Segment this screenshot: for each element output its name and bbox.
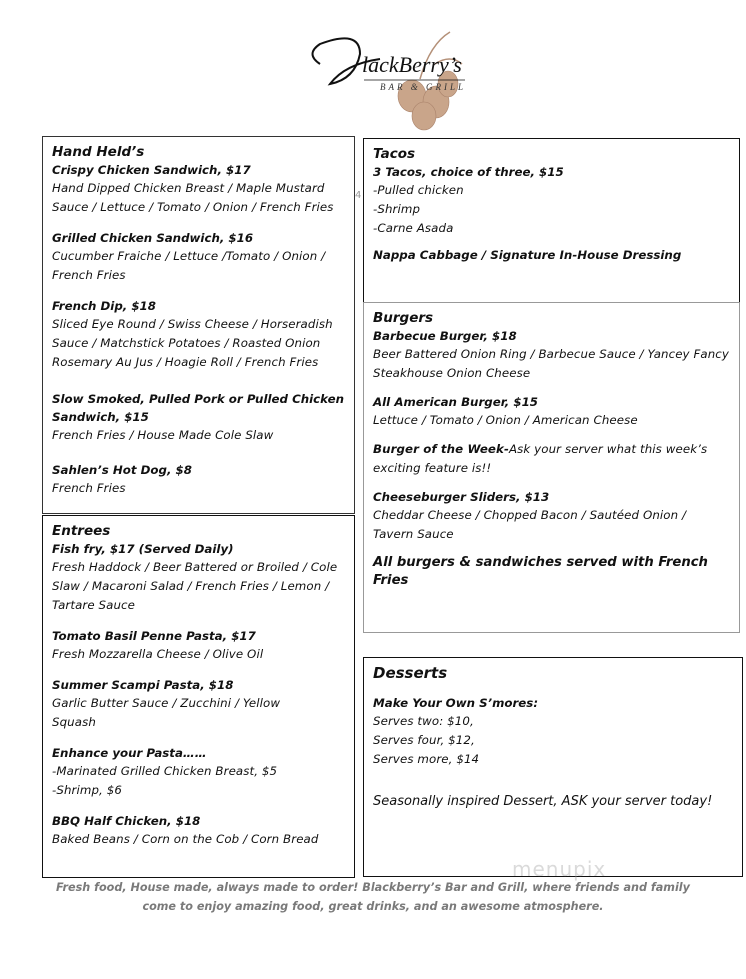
desserts-section bbox=[363, 657, 743, 877]
svg-text:BAR & GRILL: BAR & GRILL bbox=[380, 82, 466, 92]
item-description-line: Lettuce / Tomato / Onion / American Cheese bbox=[373, 413, 638, 427]
burgers-section bbox=[363, 302, 740, 633]
item-description-line: -Marinated Grilled Chicken Breast, $5 bbox=[52, 764, 278, 778]
section-note: Nappa Cabbage / Signature In-House Dressing bbox=[373, 248, 682, 262]
item-name: Fish fry, $17 (Served Daily) bbox=[52, 542, 234, 556]
item-name: Burger of the Week- bbox=[373, 442, 509, 456]
item-description-line: -Pulled chicken bbox=[373, 183, 464, 197]
menu-item bbox=[373, 440, 730, 478]
item-name: Sahlen’s Hot Dog, $8 bbox=[52, 463, 192, 477]
item-description-line: -Shrimp bbox=[373, 202, 421, 216]
item-name: BBQ Half Chicken, $18 bbox=[52, 814, 201, 828]
section-title: Burgers bbox=[373, 310, 434, 326]
item-name: Slow Smoked, Pulled Pork or Pulled Chicken Sandwich, $15 bbox=[52, 392, 344, 424]
item-name: Crispy Chicken Sandwich, $17 bbox=[52, 163, 251, 177]
item-description-line: Tartare Sauce bbox=[52, 598, 135, 612]
item-description-line: -Shrimp, $6 bbox=[52, 783, 122, 797]
item-description-line: Slaw / Macaroni Salad / French Fries / Lemon / bbox=[52, 579, 330, 593]
menu-item bbox=[52, 161, 345, 217]
entrees-section bbox=[42, 515, 355, 878]
item-name: Enhance your Pasta…… bbox=[52, 746, 207, 760]
item-name: Summer Scampi Pasta, $18 bbox=[52, 678, 234, 692]
menu-item bbox=[373, 393, 730, 430]
menu-item bbox=[373, 327, 730, 383]
item-description-line: Serves more, $14 bbox=[373, 752, 480, 766]
menu-item bbox=[373, 163, 730, 238]
item-description-line: Rosemary Au Jus / Hoagie Roll / French Fries bbox=[52, 355, 319, 369]
item-description-line: Beer Battered Onion Ring / Barbecue Sauce / Yancey Fancy bbox=[373, 347, 729, 361]
item-description-line: French Fries / House Made Cole Slaw bbox=[52, 428, 274, 442]
item-description-text: Ask your server what this week’s bbox=[508, 442, 708, 456]
section-title: Entrees bbox=[52, 523, 111, 539]
item-name: 3 Tacos, choice of three, $15 bbox=[373, 165, 564, 179]
item-description-line: Sauce / Matchstick Potatoes / Roasted Onion bbox=[52, 336, 321, 350]
blackberrys-logo bbox=[300, 24, 480, 134]
item-description-line: Steakhouse Onion Cheese bbox=[373, 366, 531, 380]
item-description-line: Baked Beans / Corn on the Cob / Corn Bread bbox=[52, 832, 319, 846]
item-name: Grilled Chicken Sandwich, $16 bbox=[52, 231, 254, 245]
item-description-line: Serves four, $12, bbox=[373, 733, 475, 747]
section-note: All burgers & sandwiches served with French Fries bbox=[373, 555, 708, 588]
section-title: Desserts bbox=[373, 664, 448, 682]
blackberry-logo-graphic bbox=[300, 24, 480, 134]
menu-item bbox=[52, 744, 345, 800]
menu-item bbox=[52, 461, 345, 498]
menu-item bbox=[52, 229, 345, 285]
menu-item bbox=[373, 488, 730, 544]
menu-item bbox=[52, 540, 345, 615]
menu-item bbox=[52, 676, 345, 732]
menu-item bbox=[52, 812, 345, 849]
footer-line-2: come to enjoy amazing food, great drinks, and an awesome atmosphere. bbox=[142, 900, 604, 913]
page-marker: 4 bbox=[355, 190, 362, 201]
section-title: Tacos bbox=[373, 146, 416, 162]
item-description bbox=[373, 440, 730, 459]
item-description-line: Sliced Eye Round / Swiss Cheese / Horseradish bbox=[52, 317, 333, 331]
item-name: Cheeseburger Sliders, $13 bbox=[373, 490, 550, 504]
hand-held-section bbox=[42, 136, 355, 514]
footer-tagline bbox=[0, 878, 746, 916]
menu-item bbox=[373, 694, 733, 769]
item-description-line: Fresh Mozzarella Cheese / Olive Oil bbox=[52, 647, 264, 661]
item-description-line: Cucumber Fraiche / Lettuce /Tomato / Onion / bbox=[52, 249, 326, 263]
item-description-line: Sauce / Lettuce / Tomato / Onion / French Fries bbox=[52, 200, 334, 214]
item-name: French Dip, $18 bbox=[52, 299, 156, 313]
svg-text:lackBerry’s: lackBerry’s bbox=[362, 52, 462, 77]
item-description-line: -Carne Asada bbox=[373, 221, 454, 235]
tacos-section bbox=[363, 138, 740, 303]
footer-line-1: Fresh food, House made, always made to order! Blackberry’s Bar and Grill, where friends and family bbox=[56, 881, 690, 894]
menu-item bbox=[52, 627, 345, 664]
item-description-line: Serves two: $10, bbox=[373, 714, 474, 728]
item-description-line: Cheddar Cheese / Chopped Bacon / Sautéed Onion / bbox=[373, 508, 687, 522]
item-description-line: exciting feature is!! bbox=[373, 461, 492, 475]
item-description-line: Hand Dipped Chicken Breast / Maple Mustard bbox=[52, 181, 325, 195]
item-description-line: Garlic Butter Sauce / Zucchini / Yellow bbox=[52, 696, 281, 710]
item-description-line: French Fries bbox=[52, 481, 126, 495]
item-name: Barbecue Burger, $18 bbox=[373, 329, 517, 343]
item-description-line: Fresh Haddock / Beer Battered or Broiled / Cole bbox=[52, 560, 338, 574]
watermark: menupix bbox=[512, 857, 607, 881]
item-description-line: Squash bbox=[52, 715, 96, 729]
menu-item bbox=[52, 297, 345, 372]
item-description-line: French Fries bbox=[52, 268, 126, 282]
section-title: Hand Held’s bbox=[52, 144, 145, 160]
section-note: Seasonally inspired Dessert, ASK your server today! bbox=[373, 794, 713, 809]
item-name: Make Your Own S’mores: bbox=[373, 696, 539, 710]
item-description-line: Tavern Sauce bbox=[373, 527, 454, 541]
menu-item bbox=[52, 390, 345, 445]
item-name: Tomato Basil Penne Pasta, $17 bbox=[52, 629, 256, 643]
item-name: All American Burger, $15 bbox=[373, 395, 539, 409]
